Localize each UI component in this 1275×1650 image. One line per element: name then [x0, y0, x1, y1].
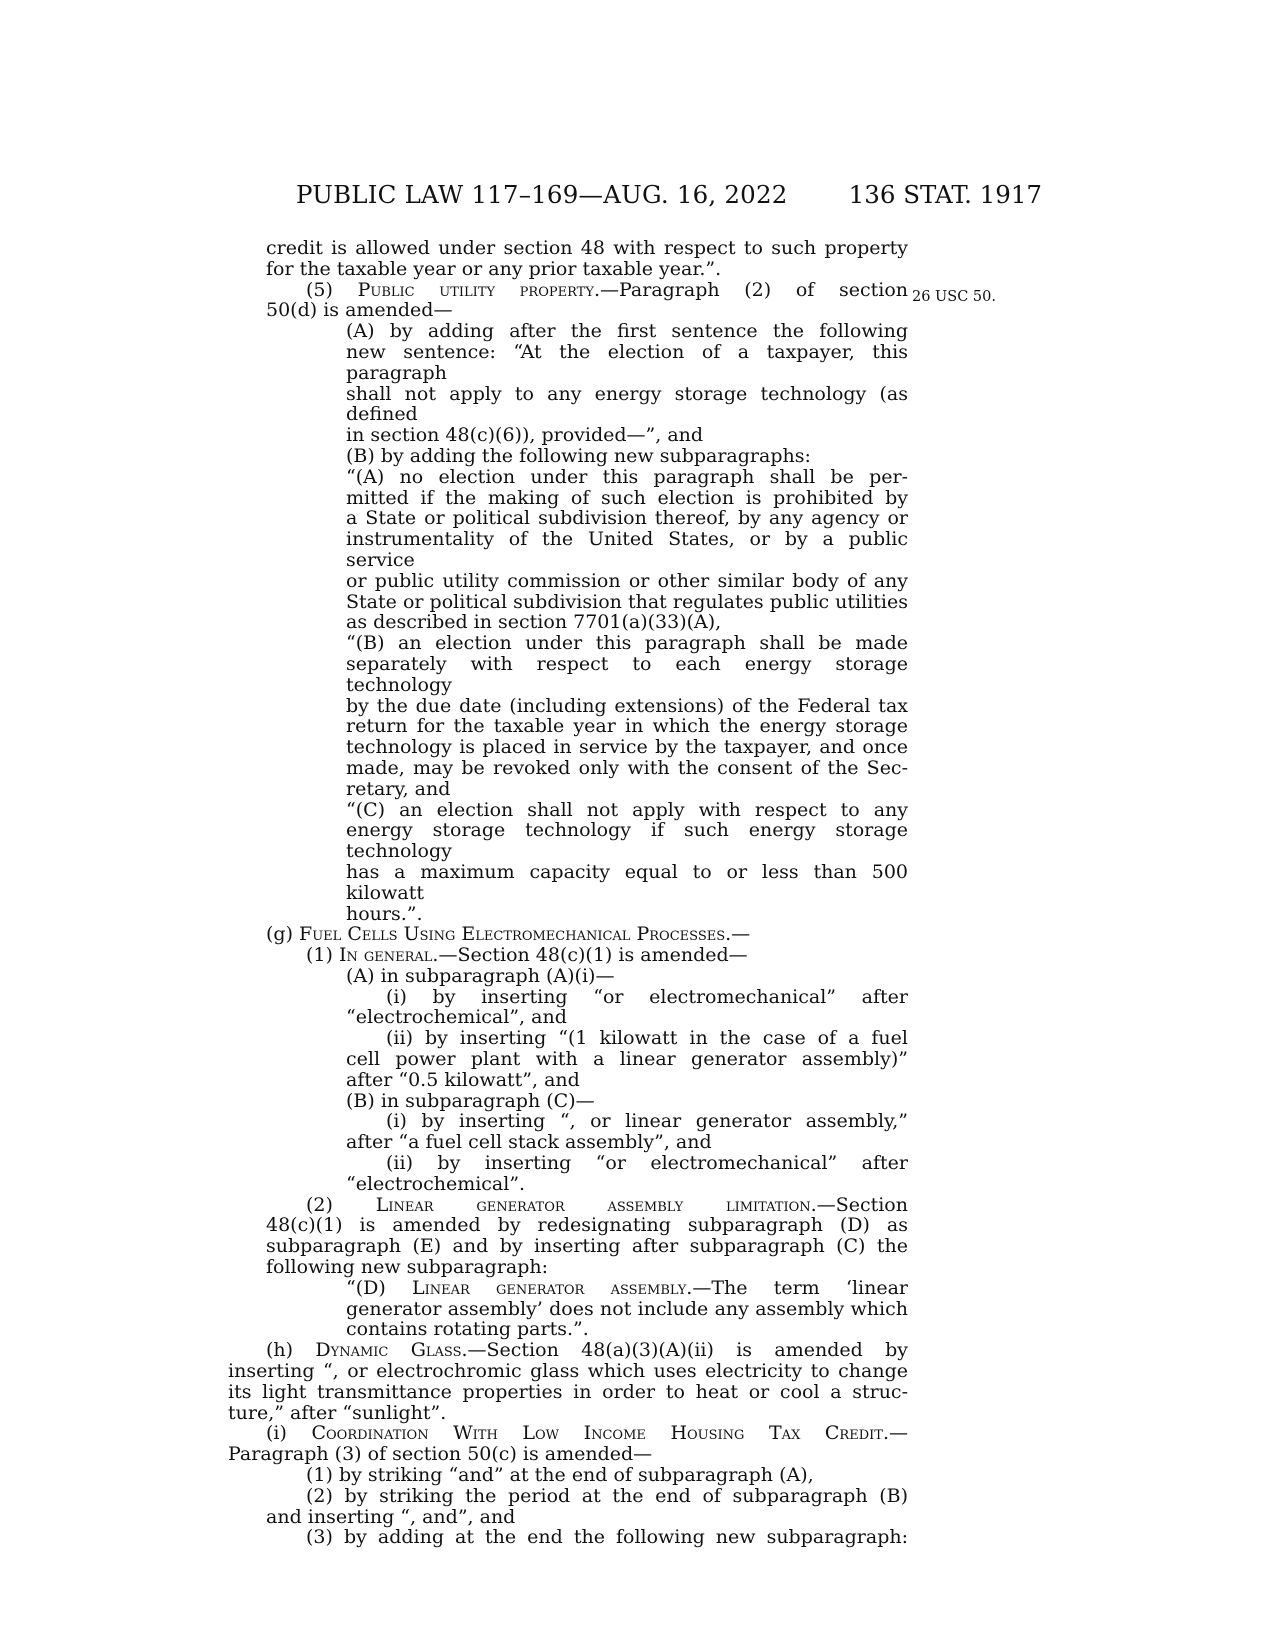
- line-text: (ii) by inserting “or electromechanical” after: [386, 1152, 908, 1175]
- line-text: technology is placed in service by the taxpayer, and once: [346, 736, 908, 759]
- line-text: and inserting “, and”, and: [266, 1505, 516, 1528]
- text-line: [228, 1111, 908, 1132]
- line-text: contains rotating parts.”.: [346, 1318, 589, 1341]
- line-text: .—: [882, 1422, 908, 1445]
- line-prefix: (h): [266, 1339, 316, 1362]
- text-line: [228, 1153, 908, 1174]
- line-text: subparagraph (E) and by inserting after subparagraph (C) the: [266, 1235, 908, 1258]
- line-text: (B) by adding the following new subparagraphs:: [346, 444, 811, 467]
- line-text: (B) in subparagraph (C)—: [346, 1089, 595, 1112]
- text-line: [228, 1361, 908, 1382]
- line-text: .—Section 48(c)(1) is amended—: [432, 944, 748, 967]
- text-line: [228, 1403, 908, 1424]
- line-text: mitted if the making of such election is prohibited by: [346, 486, 908, 509]
- heading-small-caps: Public utility property: [357, 278, 594, 301]
- text-line: [228, 1340, 908, 1361]
- text-line: [228, 529, 908, 571]
- text-line: [228, 1174, 908, 1195]
- text-line: [228, 1278, 908, 1299]
- line-text: State or political subdivision that regulates public utilities: [346, 590, 908, 613]
- text-line: [228, 425, 908, 446]
- line-prefix: (i): [266, 1422, 312, 1445]
- line-text: “electrochemical”.: [346, 1172, 526, 1195]
- line-text: made, may be revoked only with the consent of the Sec-: [346, 756, 908, 779]
- stat-citation: 136 STAT. 1917: [848, 180, 1042, 209]
- line-text: by the due date (including extensions) of the Federal tax: [346, 694, 908, 717]
- law-citation: PUBLIC LAW 117–169—AUG. 16, 2022: [296, 180, 788, 209]
- line-text: Paragraph (3) of section 50(c) is amended—: [228, 1443, 653, 1466]
- line-text: “(B) an election under this paragraph shall be made: [346, 632, 908, 655]
- text-line: [228, 321, 908, 342]
- text-line: [228, 280, 908, 301]
- text-line: [228, 1507, 908, 1528]
- line-text: after “a fuel cell stack assembly”, and: [346, 1131, 712, 1154]
- line-text: return for the taxable year in which the energy storage: [346, 715, 908, 738]
- line-prefix: (5): [306, 278, 358, 301]
- text-line: [228, 1319, 908, 1340]
- line-text: its light transmittance properties in order to heat or cool a struc-: [228, 1380, 908, 1403]
- text-line: [228, 384, 908, 426]
- line-text: (A) by adding after the first sentence the following: [346, 320, 908, 343]
- text-line: [228, 737, 908, 758]
- text-line: [228, 1028, 908, 1049]
- text-line: [228, 758, 908, 779]
- line-text: (i) by inserting “or electromechanical” after: [386, 985, 908, 1008]
- text-line: [228, 945, 908, 966]
- line-text: (3) by adding at the end the following new subparagraph:: [306, 1526, 908, 1549]
- text-line: [228, 633, 908, 654]
- line-text: .—The term ‘linear: [686, 1276, 908, 1299]
- line-text: 48(c)(1) is amended by redesignating subparagraph (D) as: [266, 1214, 908, 1237]
- line-text: separately with respect to each energy storage technology: [346, 652, 908, 696]
- line-text: a State or political subdivision thereof, by any agency or: [346, 507, 908, 530]
- line-text: instrumentality of the United States, or by a public service: [346, 528, 908, 571]
- line-text: .—Paragraph (2) of section: [593, 278, 908, 301]
- line-text: 50(d) is amended—: [266, 299, 453, 322]
- page-header: [296, 180, 1042, 220]
- line-prefix: (1): [306, 944, 339, 967]
- text-line: [228, 259, 908, 280]
- line-text: has a maximum capacity equal to or less than 500 kilowatt: [346, 860, 908, 904]
- line-text: “(C) an election shall not apply with respect to any: [346, 798, 908, 821]
- heading-small-caps: In general: [338, 944, 433, 967]
- line-text: (ii) by inserting “(1 kilowatt in the case of a fuel: [386, 1027, 908, 1050]
- line-text: shall not apply to any energy storage technology (as defined: [346, 382, 908, 426]
- line-text: hours.”.: [346, 902, 423, 925]
- text-line: [228, 488, 908, 509]
- text-line: [228, 904, 908, 925]
- text-line: [228, 924, 908, 945]
- text-line: [228, 1382, 908, 1403]
- text-line: [228, 1049, 908, 1070]
- text-line: [228, 571, 908, 592]
- heading-small-caps: Dynamic Glass: [315, 1339, 462, 1362]
- text-line: [228, 654, 908, 696]
- document-body: [228, 238, 908, 1548]
- line-text: credit is allowed under section 48 with respect to such property: [266, 237, 908, 259]
- text-line: [228, 696, 908, 717]
- text-line: [228, 1299, 908, 1320]
- line-prefix: (g): [266, 923, 300, 946]
- line-text: as described in section 7701(a)(33)(A),: [346, 611, 722, 634]
- line-text: or public utility commission or other similar body of any: [346, 569, 908, 592]
- line-text: generator assembly’ does not include any assembly which: [346, 1297, 908, 1320]
- text-line: [228, 1007, 908, 1028]
- text-line: [228, 592, 908, 613]
- line-text: (A) in subparagraph (A)(i)—: [346, 964, 615, 987]
- text-line: [228, 716, 908, 737]
- line-text: (2) by striking the period at the end of subparagraph (B): [306, 1484, 908, 1507]
- text-line: [228, 1236, 908, 1257]
- line-prefix: “(D): [346, 1276, 412, 1299]
- line-text: (1) by striking “and” at the end of subparagraph (A),: [306, 1464, 814, 1487]
- margin-note: 26 USC 50.: [912, 289, 996, 305]
- heading-small-caps: Linear generator assembly: [412, 1276, 687, 1299]
- text-line: [228, 987, 908, 1008]
- line-text: in section 48(c)(6)), provided—”, and: [346, 424, 704, 447]
- line-text: “(A) no election under this paragraph shall be per-: [346, 465, 908, 488]
- line-text: energy storage technology if such energy storage technology: [346, 819, 908, 863]
- text-line: [228, 779, 908, 800]
- line-text: inserting “, or electrochromic glass which uses electricity to change: [228, 1360, 908, 1383]
- text-line: [228, 1257, 908, 1278]
- text-line: [228, 342, 908, 384]
- line-text: retary, and: [346, 777, 451, 800]
- line-text: .—Section 48(a)(3)(A)(ii) is amended by: [461, 1339, 909, 1362]
- text-line: [228, 862, 908, 904]
- text-line: [228, 508, 908, 529]
- text-line: [228, 800, 908, 821]
- heading-small-caps: Fuel Cells Using Electromechanical Processes: [299, 923, 726, 946]
- text-line: [228, 966, 908, 987]
- line-text: ture,” after “sunlight”.: [228, 1401, 447, 1424]
- line-text: .—: [725, 923, 751, 946]
- heading-small-caps: Linear generator assembly limitation: [375, 1193, 811, 1216]
- text-line: [228, 1070, 908, 1091]
- text-line: [228, 446, 908, 467]
- text-line: [228, 467, 908, 488]
- text-line: [228, 300, 908, 321]
- text-line: [228, 1465, 908, 1486]
- text-line: [228, 1091, 908, 1112]
- text-line: [228, 1423, 908, 1444]
- line-text: .—Section: [810, 1193, 908, 1216]
- text-line: [228, 238, 908, 259]
- line-text: new sentence: “At the election of a taxpayer, this paragraph: [346, 340, 908, 384]
- line-text: (i) by inserting “, or linear generator assembly,”: [386, 1110, 908, 1133]
- line-text: after “0.5 kilowatt”, and: [346, 1068, 580, 1091]
- text-line: [228, 1527, 908, 1548]
- line-text: following new subparagraph:: [266, 1256, 549, 1279]
- line-text: “electrochemical”, and: [346, 1006, 567, 1029]
- text-line: [228, 1195, 908, 1216]
- text-line: [228, 1444, 908, 1465]
- line-text: for the taxable year or any prior taxable year.”.: [266, 257, 722, 280]
- text-line: [228, 1486, 908, 1507]
- text-line: [228, 820, 908, 862]
- text-line: [228, 1215, 908, 1236]
- text-line: [228, 612, 908, 633]
- heading-small-caps: Coordination With Low Income Housing Tax Credit: [311, 1422, 883, 1445]
- text-line: [228, 1132, 908, 1153]
- line-text: cell power plant with a linear generator assembly)”: [346, 1048, 908, 1071]
- line-prefix: (2): [306, 1193, 376, 1216]
